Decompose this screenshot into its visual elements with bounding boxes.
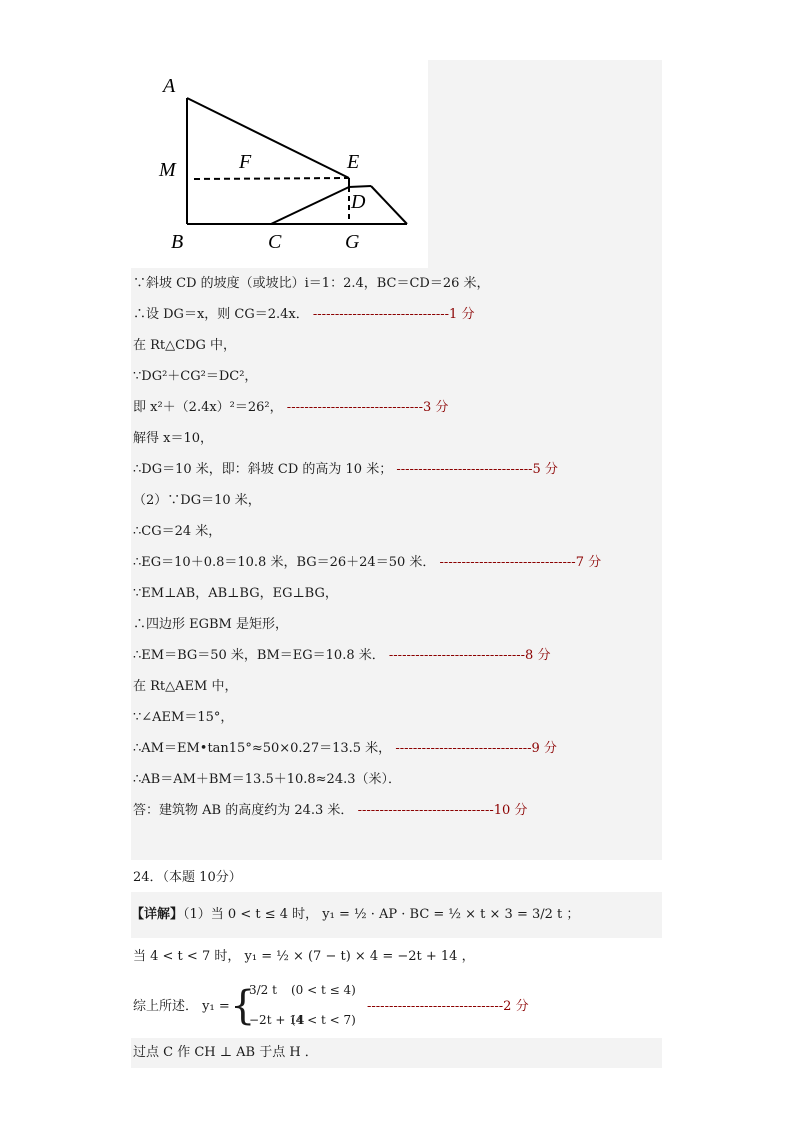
solution-line: ∵EM⊥AB，AB⊥BG，EG⊥BG， xyxy=(131,578,662,609)
label-f: F xyxy=(239,151,252,173)
case1-expr: 3/2 t xyxy=(249,983,277,997)
label-c: C xyxy=(268,231,282,253)
detail-line: 【详解】（1）当 0 < t ≤ 4 时， y₁ = ½ · AP · BC = ½ × t × 3 = 3/2 t ； xyxy=(131,892,662,938)
score-marker: -------------------------------1 分 xyxy=(312,307,475,322)
score-marker: -------------------------------9 分 xyxy=(395,741,557,756)
building-slope-diagram xyxy=(131,60,428,268)
label-a: A xyxy=(163,75,176,97)
solution-line: 在 Rt△AEM 中， xyxy=(131,671,662,702)
case2-cond: (4 < t < 7) xyxy=(291,1013,356,1027)
solution-line: ∴AM＝EM•tan15°≈50×0.27＝13.5 米， -------------------------------9 分 xyxy=(131,733,662,764)
dashed-me xyxy=(194,178,349,179)
solution-line: ∴DG＝10 米，即：斜坡 CD 的高为 10 米； -------------------------------5 分 xyxy=(131,454,662,485)
slope-cd xyxy=(271,187,349,224)
solution-line: ∴四边形 EGBM 是矩形， xyxy=(131,609,662,640)
score-marker: -------------------------------2 分 xyxy=(367,999,529,1014)
solution-line: 过点 C 作 CH ⊥ AB 于点 H ． xyxy=(131,1038,662,1068)
label-m: M xyxy=(159,159,176,181)
solution-line: ∵∠AEM＝15°， xyxy=(131,702,662,733)
solution-line: 即 x²＋（2.4x）²＝26²， -------------------------------3 分 xyxy=(131,392,662,423)
solution-line: 解得 x＝10， xyxy=(131,423,662,454)
detail-line: 当 4 < t < 7 时， y₁ = ½ × (7 − t) × 4 = −2t + 14 ， xyxy=(131,938,662,976)
score-marker: -------------------------------3 分 xyxy=(286,400,449,415)
case1-cond: (0 < t ≤ 4) xyxy=(291,983,356,997)
detail-tag: 【详解】 xyxy=(131,907,184,922)
platform-top xyxy=(349,186,371,187)
solution-line: （2）∵DG＝10 米， xyxy=(131,485,662,516)
solution-line: ∵斜坡 CD 的坡度（或坡比）i＝1：2.4，BC＝CD＝26 米， xyxy=(131,268,662,299)
score-marker: -------------------------------8 分 xyxy=(388,648,551,663)
solution-line: ∴EG＝10＋0.8＝10.8 米，BG＝26＋24＝50 米． -------------------------------7 分 xyxy=(131,547,662,578)
y1-symbol: y₁ = xyxy=(202,999,230,1014)
solution-line: ∴AB＝AM＋BM＝13.5＋10.8≈24.3（米）． xyxy=(131,764,662,795)
solution-line: ∴EM＝BG＝50 米，BM＝EG＝10.8 米． -------------------------------8 分 xyxy=(131,640,662,671)
formula-part1: y₁ = ½ · AP · BC = ½ × t × 3 = 3/2 t ； xyxy=(322,907,580,922)
score-marker: -------------------------------5 分 xyxy=(396,462,558,477)
platform-side xyxy=(371,186,407,224)
geometry-figure xyxy=(131,60,662,268)
spacer xyxy=(131,826,662,860)
label-e: E xyxy=(347,151,360,173)
score-marker: -------------------------------10 分 xyxy=(357,803,528,818)
piecewise-brace: { xyxy=(230,983,256,1029)
formula-part2: y₁ = ½ × (7 − t) × 4 = −2t + 14 ， xyxy=(244,949,475,964)
solution-line: ∴CG＝24 米， xyxy=(131,516,662,547)
figure-canvas xyxy=(131,60,428,268)
label-d: D xyxy=(351,191,366,213)
segment-ae xyxy=(187,98,349,178)
label-g: G xyxy=(345,231,360,253)
solution-line: 答：建筑物 AB 的高度约为 24.3 米． -------------------------------10 分 xyxy=(131,795,662,826)
solution-line: ∵DG²＋CG²＝DC²， xyxy=(131,361,662,392)
score-marker: -------------------------------7 分 xyxy=(439,555,602,570)
summary-line: 综上所述． y₁ = { 3/2 t (0 < t ≤ 4) −2t + 14 (4 < t < 7) -------------------------------2 分 xyxy=(131,976,662,1038)
question-header: 24．（本题 10分） xyxy=(131,862,662,892)
label-b: B xyxy=(171,231,184,253)
case2-expr: −2t + 14 xyxy=(249,1013,305,1027)
solution-line: 在 Rt△CDG 中， xyxy=(131,330,662,361)
solution-line: ∴设 DG＝x，则 CG＝2.4x． -------------------------------1 分 xyxy=(131,299,662,330)
